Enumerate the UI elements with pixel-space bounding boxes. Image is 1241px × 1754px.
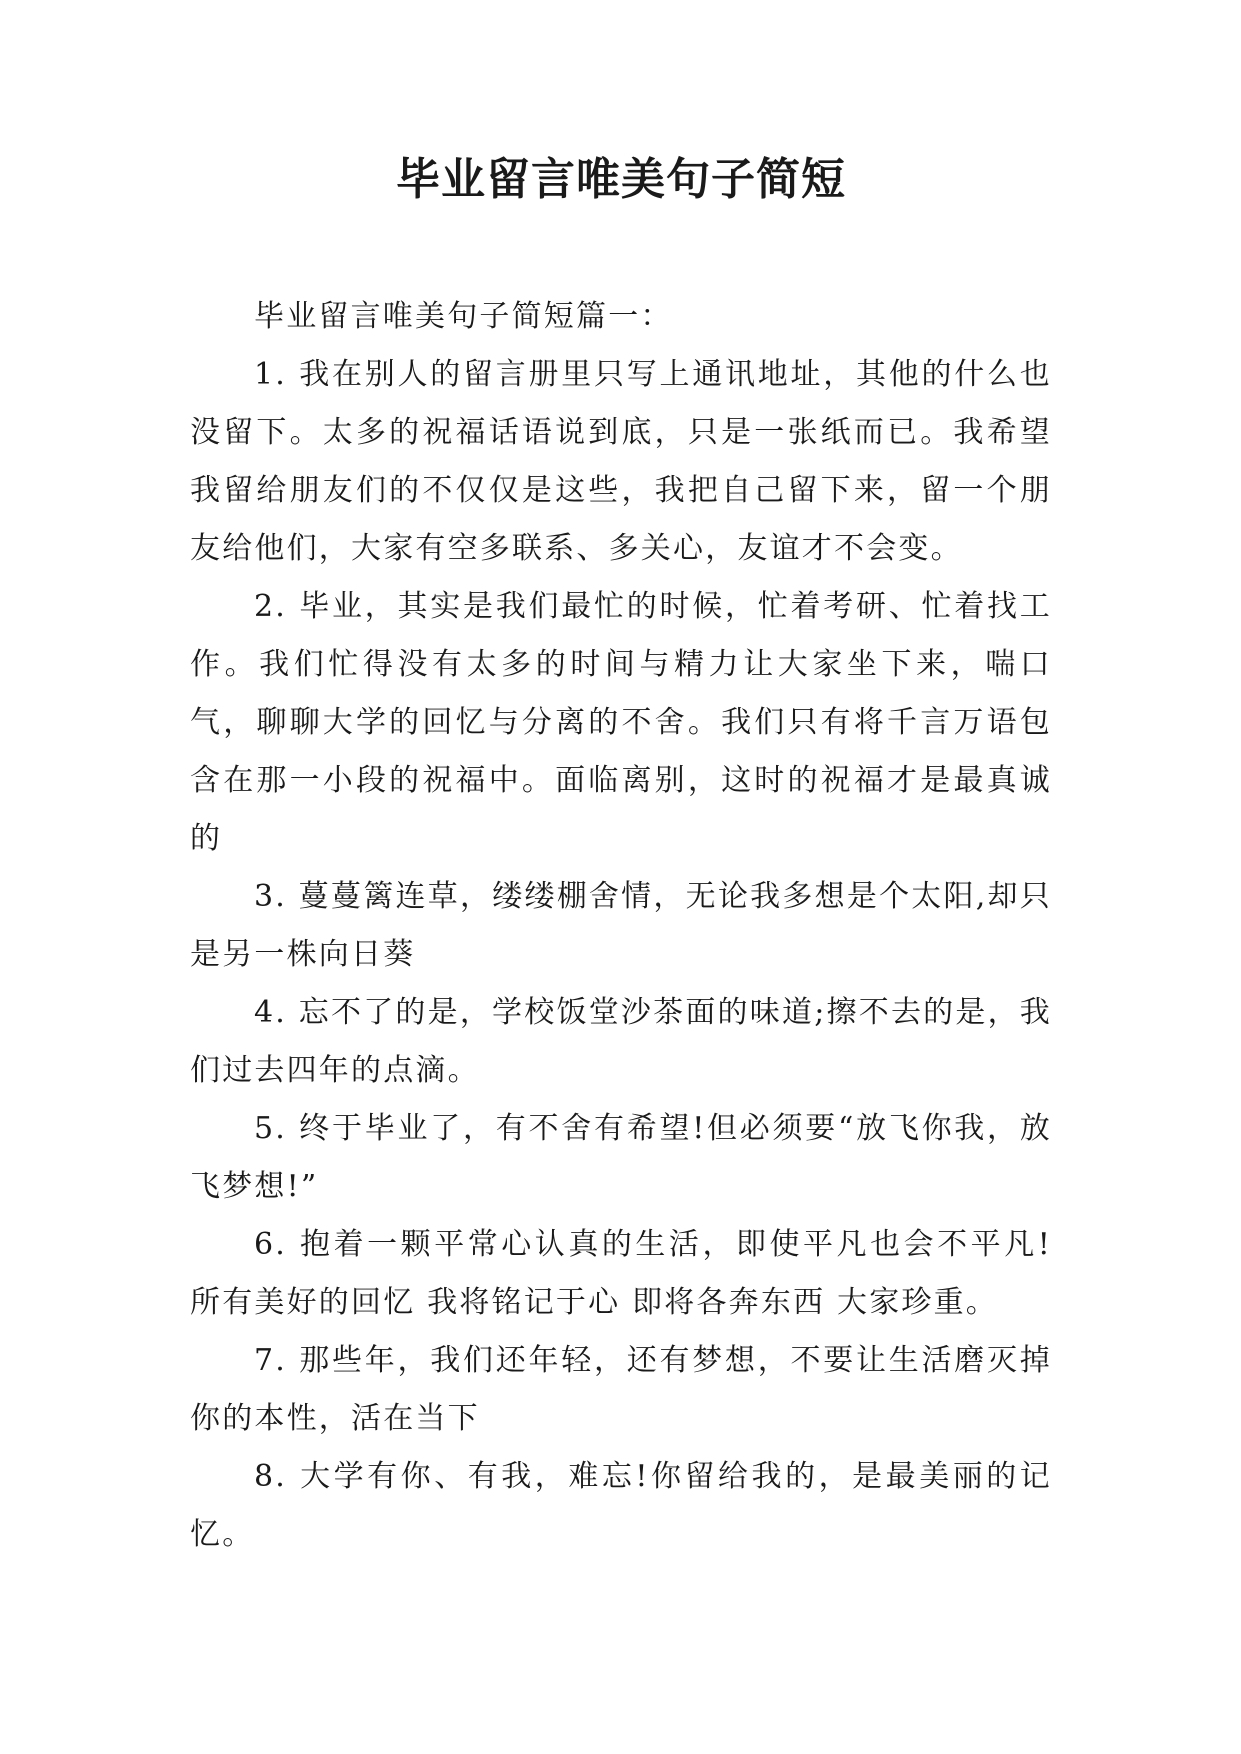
paragraph-7: 7. 那些年，我们还年轻，还有梦想，不要让生活磨灭掉你的本性，活在当下 xyxy=(190,1343,1052,1436)
paragraph-6: 6. 抱着一颗平常心认真的生活，即使平凡也会不平凡!所有美好的回忆 我将铭记于心 即将各奔东西 大家珍重。 xyxy=(190,1227,1052,1320)
section-heading: 毕业留言唯美句子简短篇一： xyxy=(254,299,673,334)
paragraph-3: 3. 蔓蔓篱连草，缕缕棚舍情，无论我多想是个太阳,却只是另一株向日葵 xyxy=(190,879,1052,972)
document-page xyxy=(190,0,1052,1754)
paragraph-4: 4. 忘不了的是，学校饭堂沙茶面的味道;擦不去的是，我们过去四年的点滴。 xyxy=(190,995,1052,1088)
paragraph-5: 5. 终于毕业了，有不舍有希望!但必须要“放飞你我，放飞梦想!” xyxy=(190,1111,1052,1204)
document-body xyxy=(190,288,1052,1564)
paragraph-1: 1. 我在别人的留言册里只写上通讯地址，其他的什么也没留下。太多的祝福话语说到底，只是一张纸而已。我希望我留给朋友们的不仅仅是这些，我把自己留下来，留一个朋友给他们，大家有空多联系、多关心，友谊才不会变。 xyxy=(190,357,1052,566)
paragraph-8: 8. 大学有你、有我，难忘!你留给我的，是最美丽的记忆。 xyxy=(190,1459,1052,1552)
document-title: 毕业留言唯美句子简短 xyxy=(396,154,846,205)
paragraph-2: 2. 毕业，其实是我们最忙的时候，忙着考研、忙着找工作。我们忙得没有太多的时间与精力让大家坐下来，喘口气，聊聊大学的回忆与分离的不舍。我们只有将千言万语包含在那一小段的祝福中。面临离别，这时的祝福才是最真诚的 xyxy=(190,589,1052,856)
